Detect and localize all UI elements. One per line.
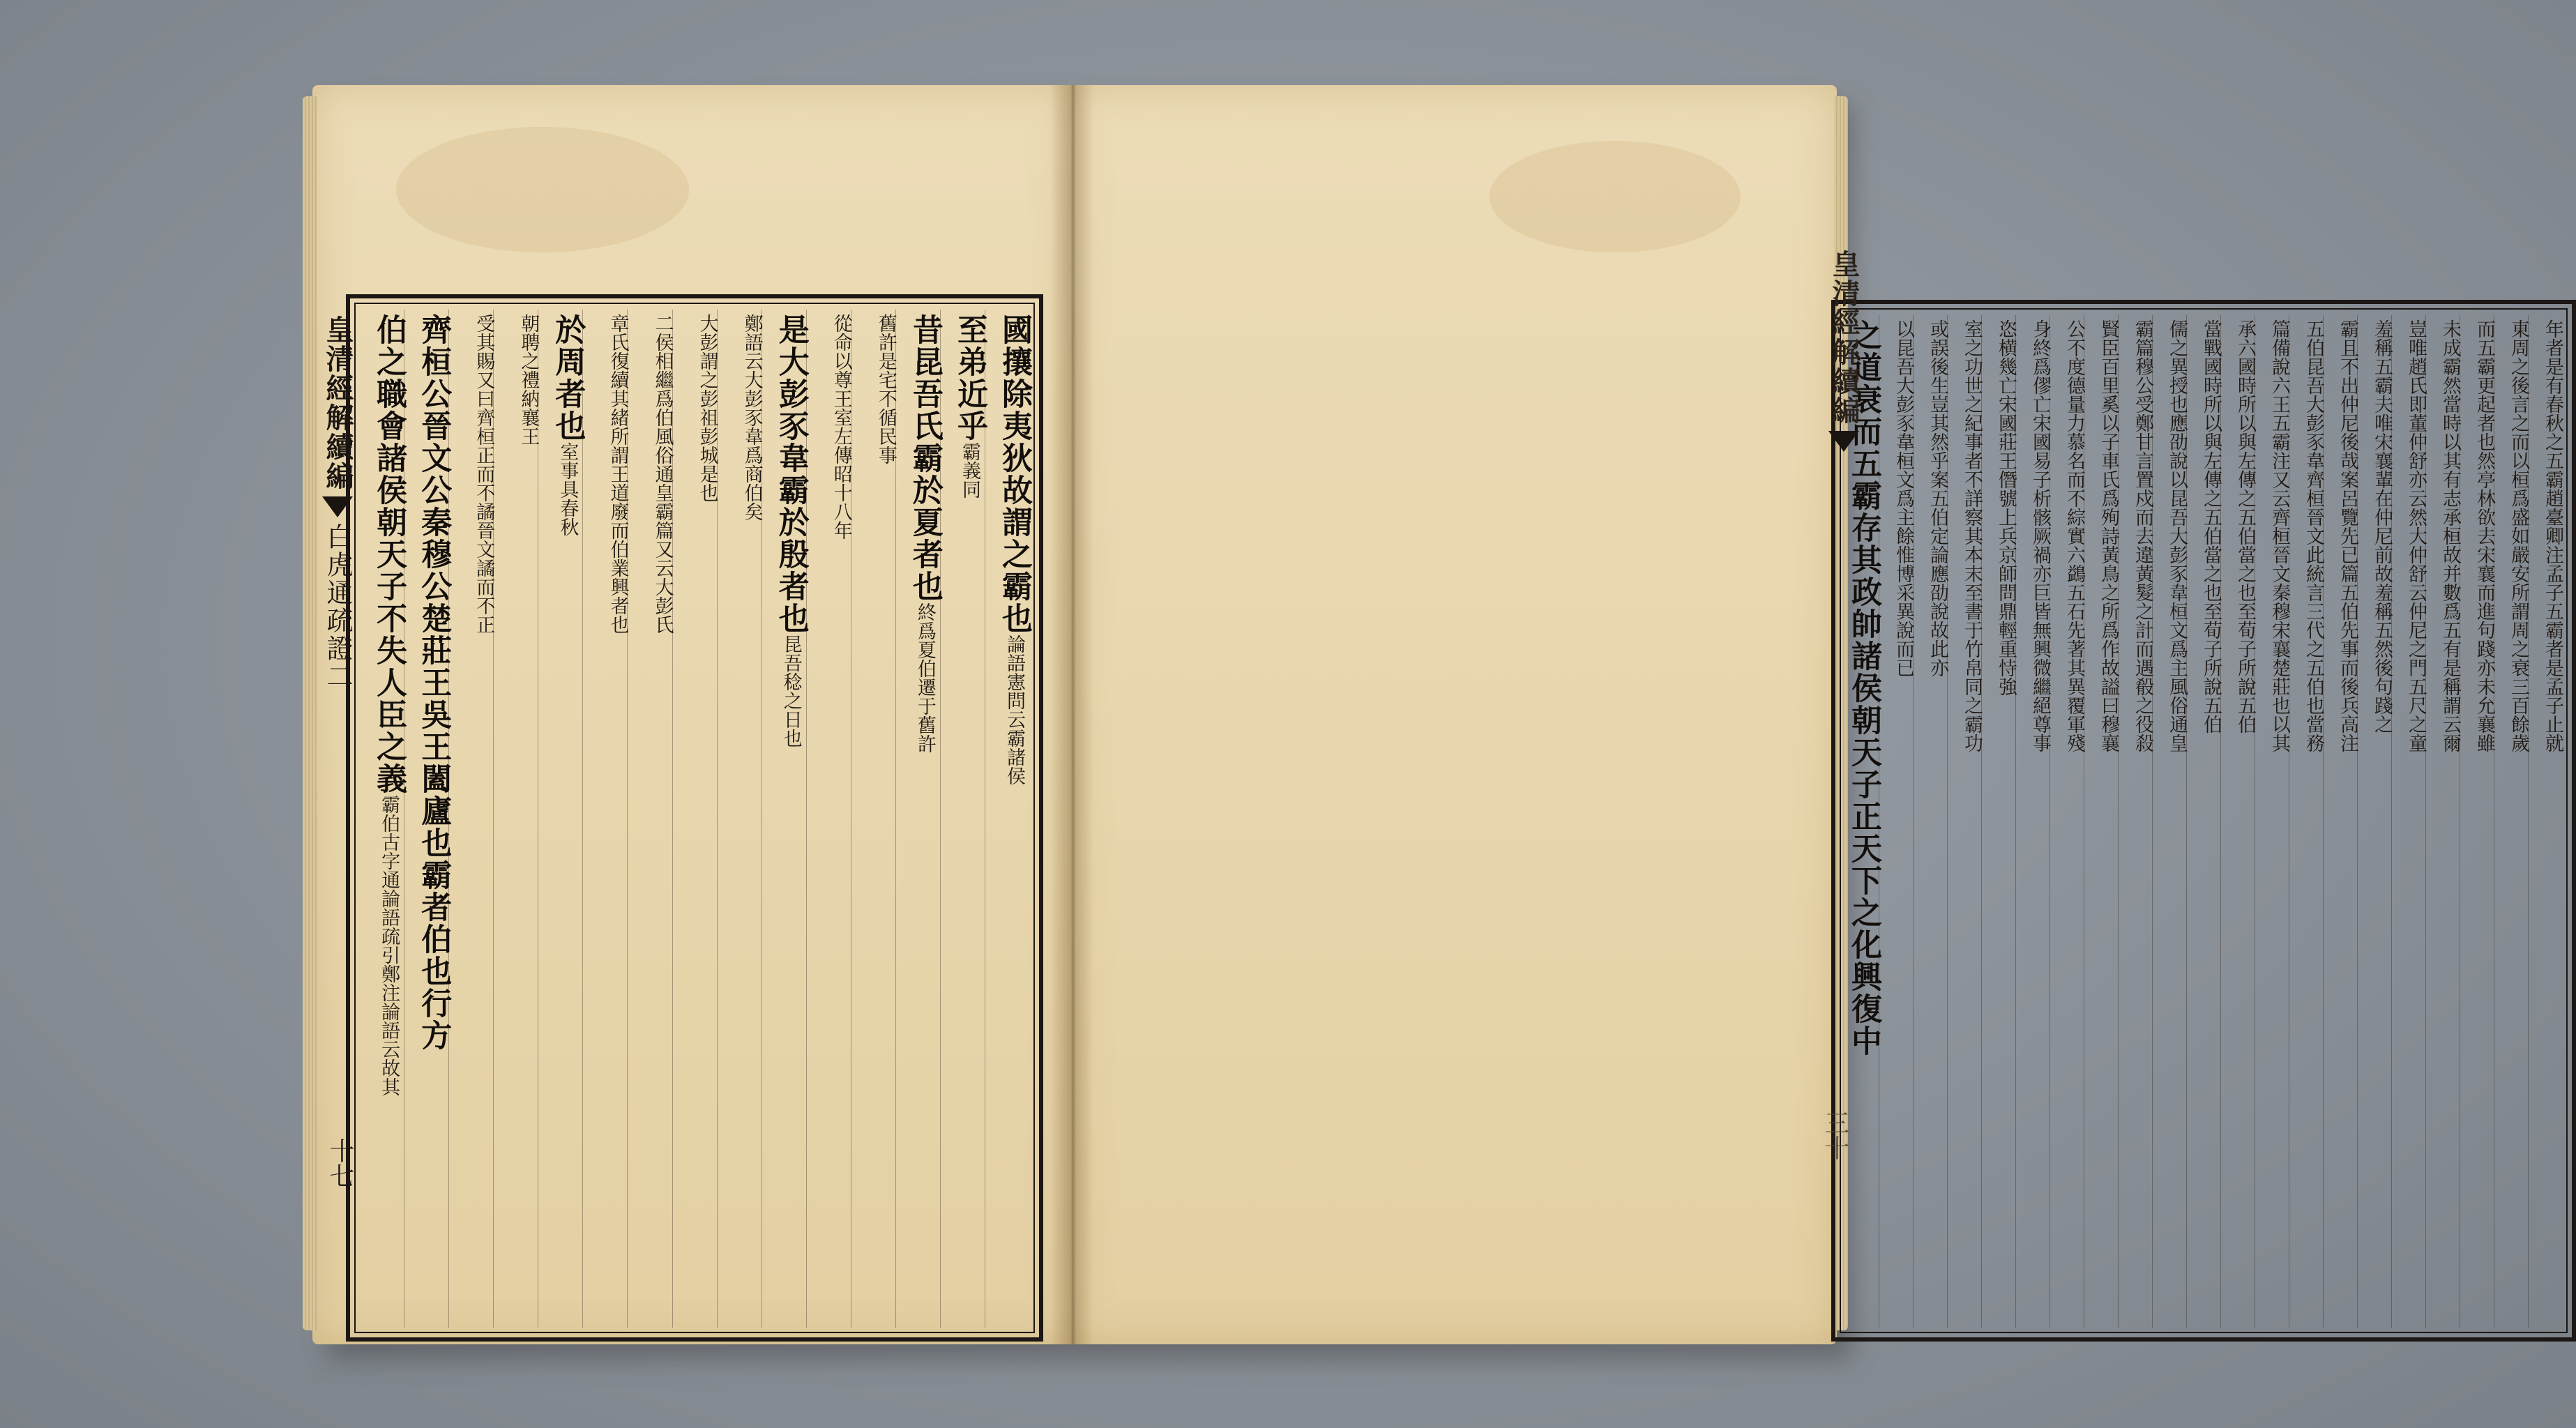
commentary-text: 霸篇穆公受鄭甘言置戍而去違黃髮之計而遇殽之役殺 [2132,319,2153,752]
main-text: 於周者也 [550,314,586,442]
text-column [1947,315,1981,1328]
text-column [2528,315,2562,1328]
text-column [895,310,943,1328]
commentary-text: 室之功世之紀事者不詳察其本末至書于竹帛同之霸功 [1961,319,1983,752]
right-page [1071,85,2563,1344]
commentary-text: 霸義同 [958,442,980,499]
text-column [627,310,672,1328]
commentary-text: 身終爲僇亡宋國易子析骸厥禍亦巨皆無興微繼絕尊事 [2029,319,2051,752]
text-column [2015,315,2050,1328]
commentary-text: 賢臣百里奚以子車氏爲殉詩黃鳥之所爲作故謚曰穆襄 [2098,319,2119,752]
commentary-text: 舊許是宅不循民事 [874,314,897,464]
main-text: 昔昆吾氏霸於夏者也 [907,314,943,602]
text-column [2460,315,2494,1328]
commentary-text: 從命以尊王室左傳昭十八年 [830,314,852,540]
text-column [2255,315,2289,1328]
commentary-text: 鄭語云大彭豕韋爲商伯矣 [741,314,763,521]
text-column [806,310,851,1328]
commentary-text: 當戰國時所以與左傳之五伯當之也至荀子所說五伯 [2200,319,2222,734]
commentary-text: 二侯相繼爲伯風俗通皇霸篇又云大彭氏 [651,314,674,634]
text-column [940,310,985,1328]
fish-tail-mark [1828,431,1859,452]
left-text-columns [360,310,1032,1328]
text-column [2494,315,2528,1328]
commentary-text: 未成霸然當時以其有志承桓故并數爲五有是稱謂云爾 [2439,319,2461,752]
right-text-frame [1831,300,2576,1342]
main-text: 齊桓公晉文公秦穆公楚莊王吳王闔廬也霸者伯也行方 [416,314,452,1051]
commentary-text: 室事具春秋 [556,442,579,536]
main-text: 至弟近乎 [951,314,987,442]
commentary-text: 昆吾稔之日也 [780,635,802,747]
fish-tail-mark [322,496,353,517]
text-column [2425,315,2460,1328]
text-column [360,310,407,1328]
left-page [312,85,1071,1344]
text-column [762,310,809,1328]
commentary-text: 豈唯趙氏即董仲舒亦云然大仲舒云仲尼之門五尺之童 [2405,319,2427,752]
commentary-text: 終爲夏伯遷于舊許 [914,602,936,753]
main-text: 國攘除夷狄故謂之霸也 [997,314,1032,635]
commentary-text: 五伯昆吾大彭豕韋齊桓晉文此統言三代之五伯也當務 [2303,319,2324,752]
right-text-columns [1845,315,2562,1328]
commentary-text: 羞稱五霸夫唯宋襄輩在仲尼前故羞稱五然後句踐之 [2371,319,2393,734]
text-column [985,310,1032,1328]
commentary-text: 章氏復續其緒所謂王道廢而伯業興者也 [607,314,629,634]
text-column [2186,315,2220,1328]
text-column [717,310,762,1328]
text-column [2391,315,2425,1328]
text-column [1879,315,1913,1328]
stain [1490,141,1741,252]
right-banner [1824,250,1864,640]
left-page-edge [303,96,317,1330]
text-column [672,310,717,1328]
commentary-text: 論語憲問云霸諸侯 [1003,635,1025,785]
commentary-text: 大彭謂之彭祖彭城是也 [696,314,718,502]
commentary-text: 承六國時所以與左傳之五伯當之也至荀子所說五伯 [2234,319,2256,734]
book-gutter [1050,85,1093,1344]
text-column [404,310,452,1328]
text-column [2323,315,2357,1328]
text-column [582,310,627,1328]
commentary-text: 受其賜又曰齊桓正而不譎晉文譎而不正 [473,314,495,634]
left-banner-title: 皇清經解續編 [321,315,354,491]
text-column [851,310,895,1328]
right-banner-title: 皇清經解續編 [1828,250,1861,425]
commentary-text: 篇備說六王五霸注又云齊桓晉文秦穆宋襄楚莊也以其 [2268,319,2290,752]
left-text-frame [346,294,1043,1342]
commentary-text: 儒之異授也應劭說以昆吾大彭豕韋桓文爲主風俗通皇 [2166,319,2188,752]
commentary-text: 霸伯古字通論語疏引鄭注論語云故其 [378,795,400,1096]
text-column [2357,315,2391,1328]
left-banner [318,315,358,1082]
stain [396,127,689,252]
commentary-text: 以昆吾大彭豕韋桓文爲主餘惟博采異說而已 [1893,319,1914,677]
left-banner-section: 白虎通疏證二 [322,523,353,690]
text-column [2118,315,2152,1328]
commentary-text: 霸且不出仲尼後哉案呂覽先已篇五伯先事而後兵高注 [2337,319,2358,752]
text-column [1981,315,2015,1328]
text-column [448,310,493,1328]
main-text: 之道衰而五霸存其政帥諸侯朝天子正天下之化興復中 [1846,319,1881,1057]
text-column [2289,315,2323,1328]
open-book [312,85,2563,1344]
text-column [2050,315,2084,1328]
commentary-text: 朝聘之禮納襄王 [517,314,540,446]
text-column [538,310,586,1328]
text-column [2084,315,2118,1328]
commentary-text: 公不度德量力慕名而不綜實六鷁五石先著其異覆軍殘 [2063,319,2085,752]
text-column [2152,315,2186,1328]
commentary-text: 恣横幾亡宋國莊王僭號上兵京師問鼎輕重恃強 [1995,319,2017,696]
text-column [2220,315,2255,1328]
commentary-text: 東周之後言之而以桓爲盛如嚴安所謂周之衰三百餘歲 [2508,319,2529,752]
text-column [493,310,538,1328]
text-column [1913,315,1947,1328]
left-page-number: 十七 [326,1138,354,1188]
main-text: 是大彭豕韋霸於殷者也 [773,314,809,635]
right-page-number: 三十 [1821,1110,1849,1160]
commentary-text: 或誤後生豈其然乎案五伯定論應劭說故此亦 [1927,319,1948,677]
commentary-text: 而五霸更起者也然亭林欲去宋襄而進句踐亦未允襄雖 [2473,319,2495,752]
main-text: 伯之職會諸侯朝天子不失人臣之義 [371,314,407,795]
commentary-text: 年者是有春秋之五霸趙臺卿注孟子五霸者是孟子止就 [2542,319,2563,752]
